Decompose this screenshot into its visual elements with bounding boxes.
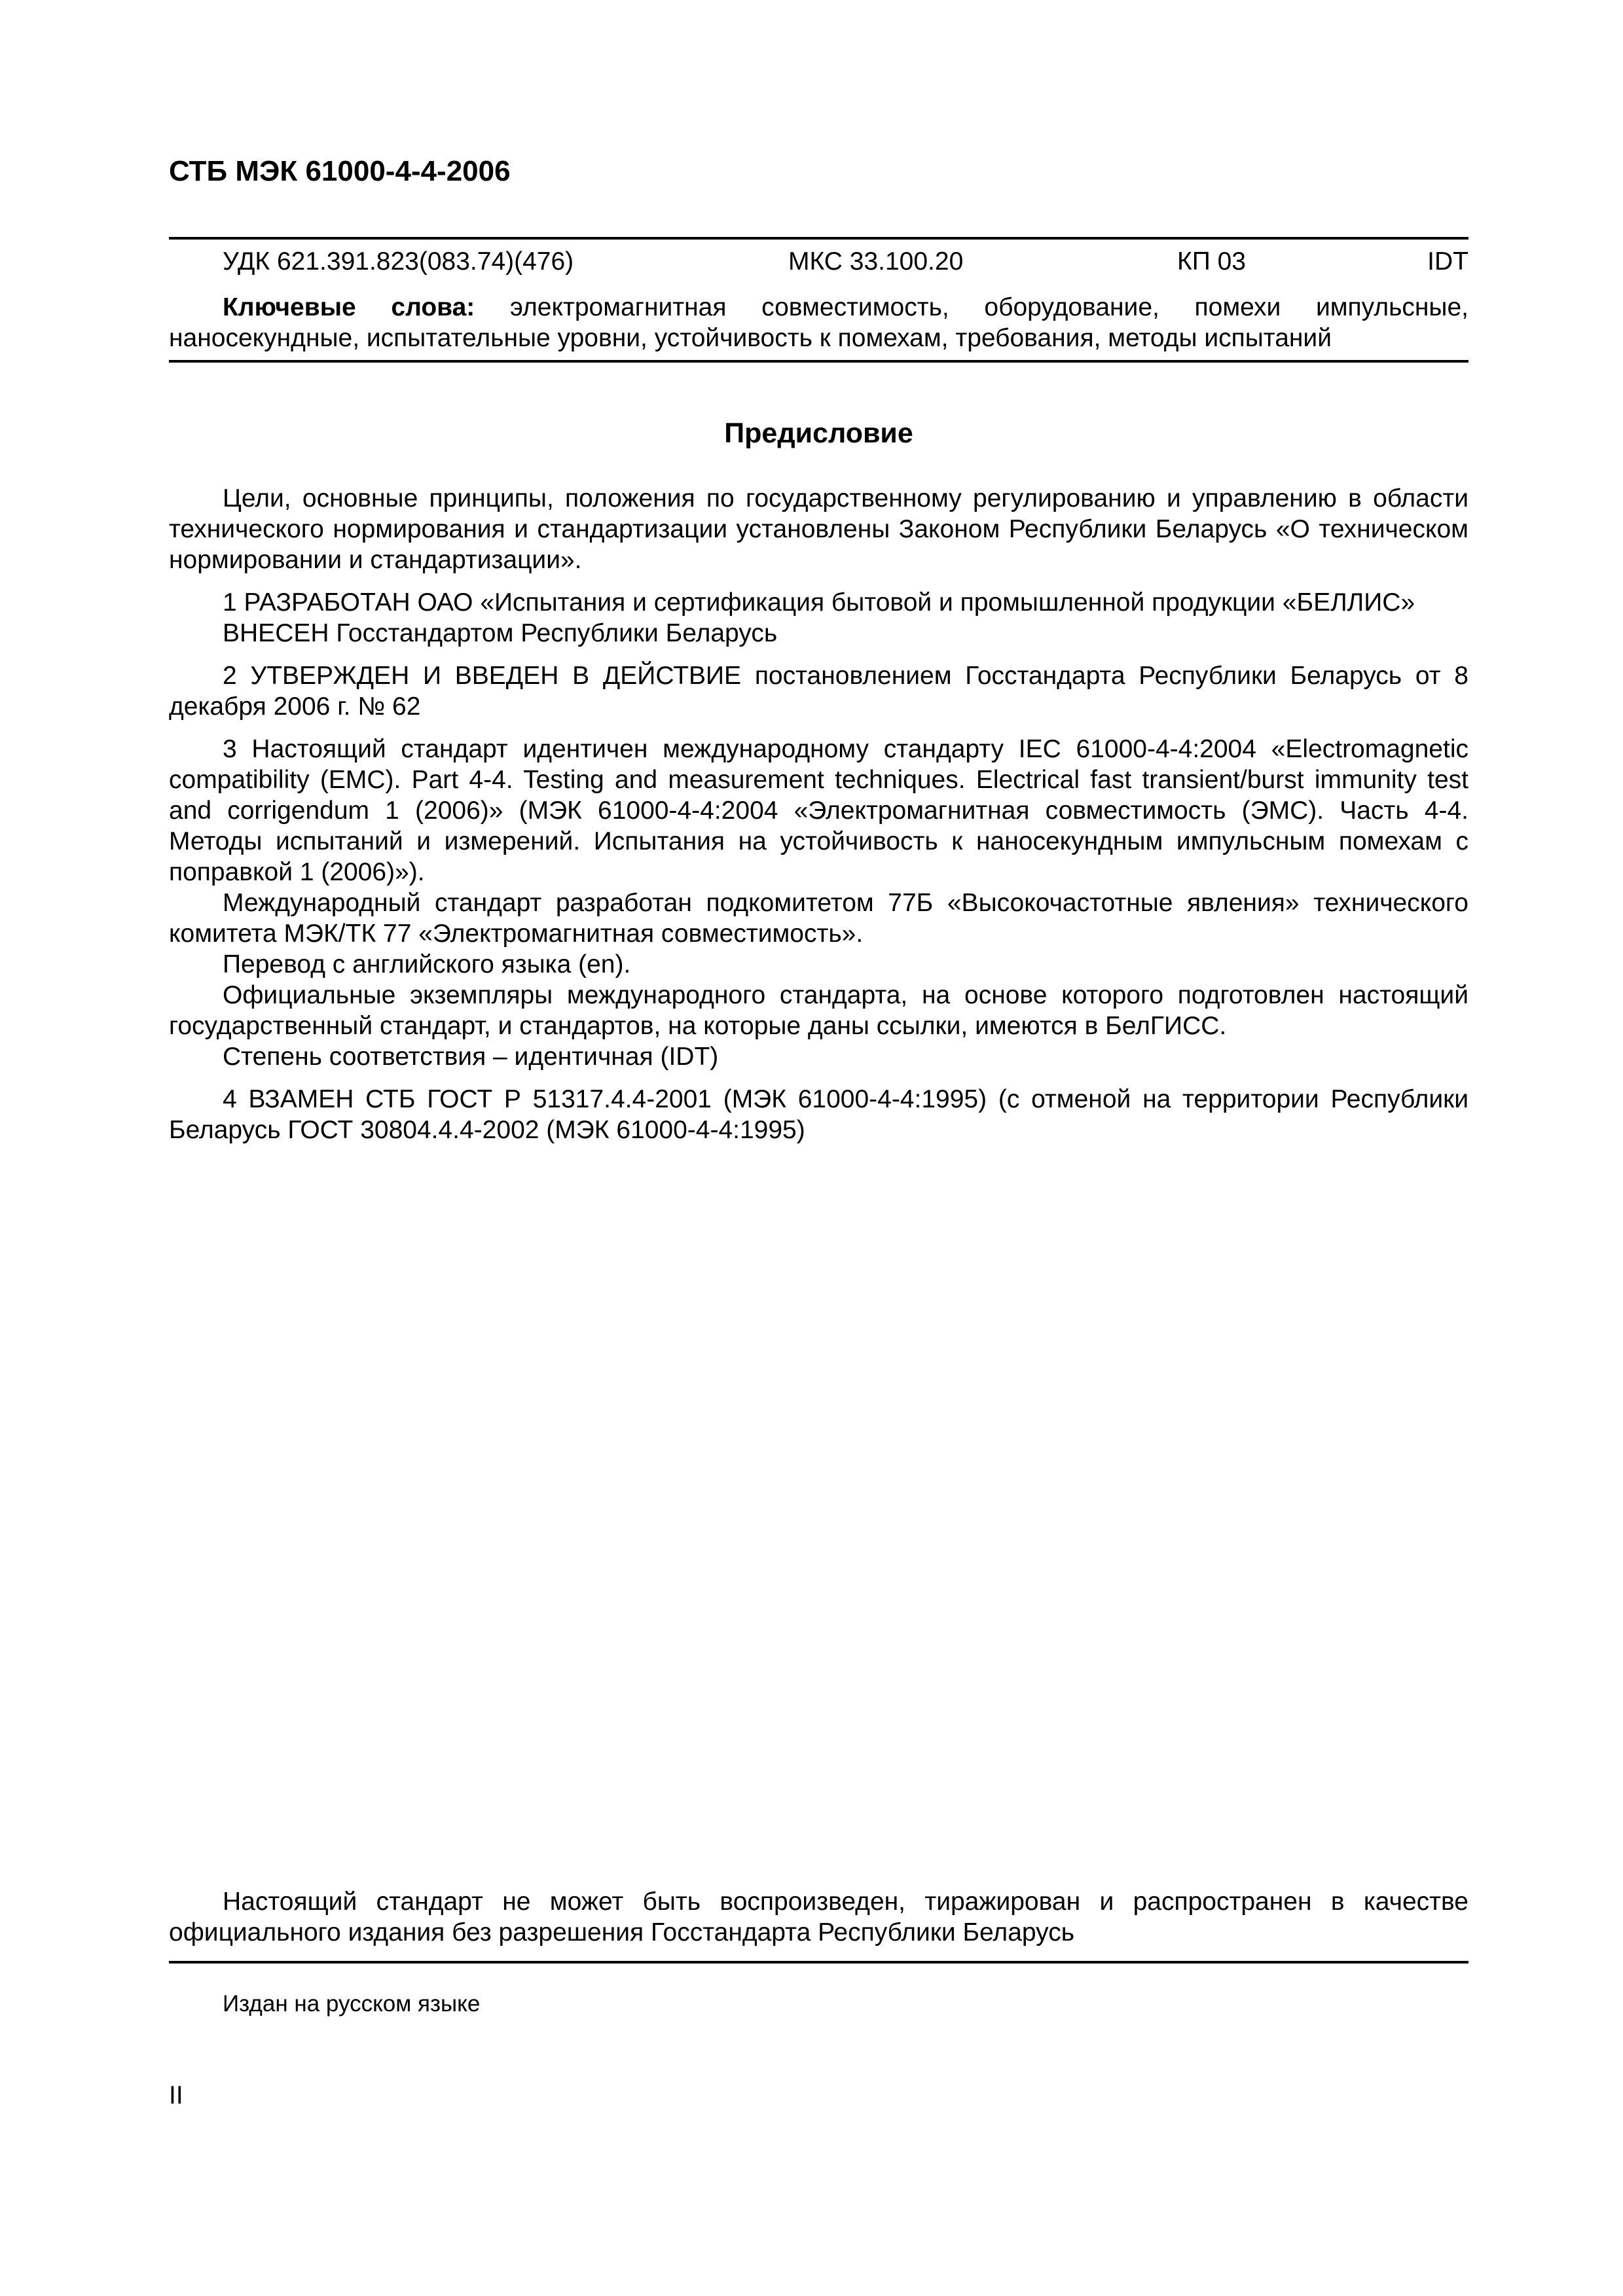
item-3-translation: Перевод с английского языка (en). xyxy=(223,950,631,978)
keywords-rule xyxy=(169,360,1468,363)
item-3-degree: Степень соответствия – идентичная (IDT) xyxy=(223,1043,719,1071)
foreword-title: Предисловие xyxy=(724,418,913,449)
copyright-notice: Настоящий стандарт не может быть воспроизведен, тиражирован и распространен в качестве официального издания без разрешения Госстандарта Республики Беларусь xyxy=(169,1888,1468,1946)
mks-code: МКС 33.100.20 xyxy=(788,247,964,276)
keywords-label: Ключевые слова: xyxy=(223,293,475,321)
foreword-body xyxy=(169,483,1468,1145)
item-1-developed: 1 РАЗРАБОТАН ОАО «Испытания и сертификация бытовой и промышленной продукции «БЕЛЛИС» xyxy=(223,588,1415,617)
document-code: СТБ МЭК 61000-4-4-2006 xyxy=(169,155,511,187)
item-3-subcommittee: Международный стандарт разработан подкомитетом 77Б «Высокочастотные явления» технического комитета МЭК/ТК 77 «Электромагнитная совместимость». xyxy=(169,889,1468,948)
keywords-text: электромагнитная совместимость, оборудование, помехи импульсные, наносекундные, испытательные уровни, устойчивость к помехам, требования, методы испытаний xyxy=(169,293,1468,352)
copyright-notice-block xyxy=(169,1886,1468,1948)
published-language: Издан на русском языке xyxy=(223,1991,481,2017)
keywords-block xyxy=(169,292,1468,353)
item-2-approved: 2 УТВЕРЖДЕН И ВВЕДЕН В ДЕЙСТВИЕ постановлением Госстандарта Республики Беларусь от 8 декабря 2006 г. № 62 xyxy=(169,662,1468,721)
page-number: II xyxy=(169,2081,183,2109)
item-3-official-copies: Официальные экземпляры международного стандарта, на основе которого подготовлен настоящий государственный стандарт, и стандартов, на которые даны ссылки, имеются в БелГИСС. xyxy=(169,981,1468,1040)
item-1-introduced: ВНЕСЕН Госстандартом Республики Беларусь xyxy=(223,619,778,647)
idt-code: IDT xyxy=(1427,247,1468,276)
item-3-identical: 3 Настоящий стандарт идентичен международному стандарту IEC 61000-4-4:2004 «Electromagnetic compatibility (EMC). Part 4-4. Testing and measurement techniques. Electrical fast transient/burst immunity test and corrigendum 1 (2006)» (МЭК 61000-4-4:2004 «Электромагнитная совместимость (ЭМС). Часть 4-4. Методы испытаний и измерений. Испытания на устойчивость к наносекундным импульсным помехам с поправкой 1 (2006)»). xyxy=(169,735,1468,886)
item-4-replaces: 4 ВЗАМЕН СТБ ГОСТ Р 51317.4.4-2001 (МЭК 61000-4-4:1995) (с отменой на территории Республики Беларусь ГОСТ 30804.4.4-2002 (МЭК 61000-4-4:1995) xyxy=(169,1085,1468,1144)
udk-code: УДК 621.391.823(083.74)(476) xyxy=(223,247,574,276)
kp-code: КП 03 xyxy=(1177,247,1246,276)
footer-rule xyxy=(169,1961,1468,1964)
top-rule xyxy=(169,237,1468,240)
foreword-intro: Цели, основные принципы, положения по государственному регулированию и управлению в области технического нормирования и стандартизации установлены Законом Республики Беларусь «О техническом нормировании и стандартизации». xyxy=(169,484,1468,574)
